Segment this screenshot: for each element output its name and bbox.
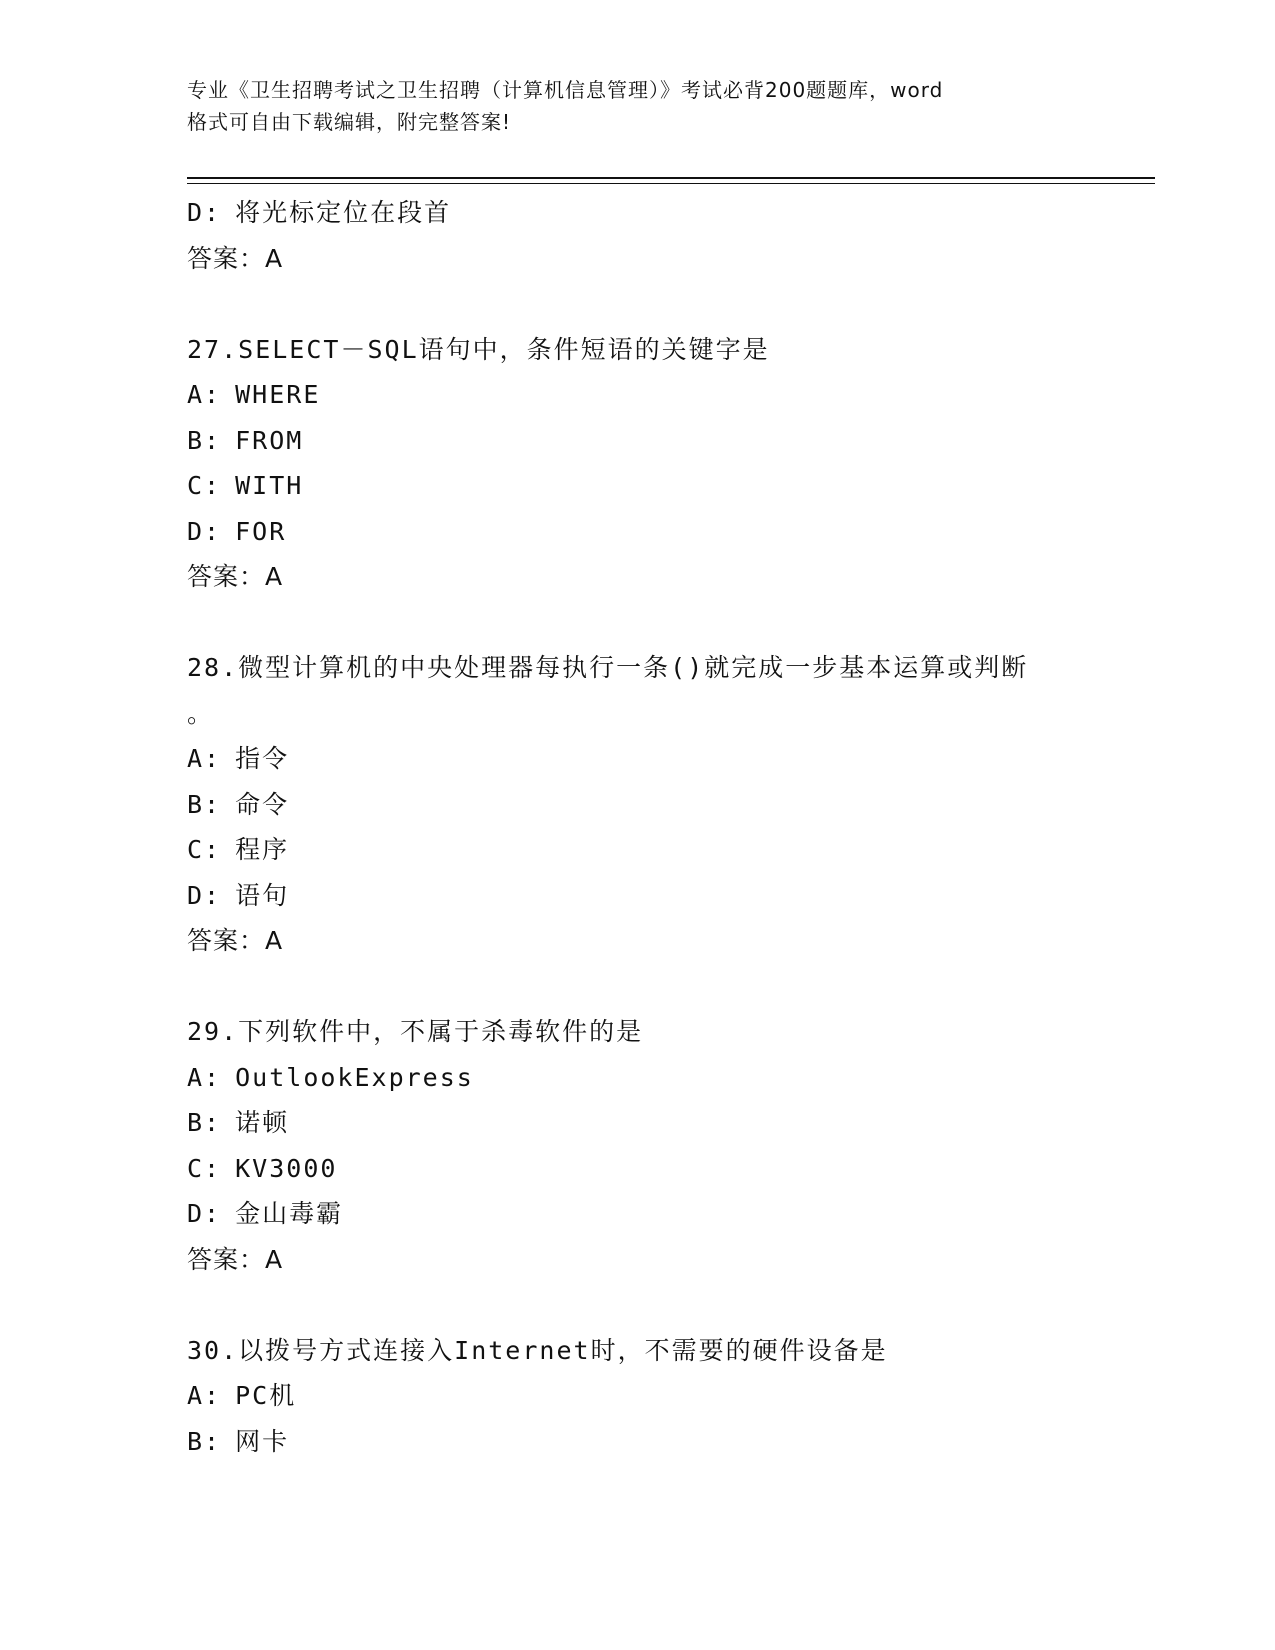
option-c [187,1146,1087,1192]
option-text: 将光标定位在段首 [235,198,452,227]
answer-line: 答案：A [187,562,284,591]
option-a [187,736,1087,782]
option-text: WITH [235,471,304,500]
question-stem: 28.微型计算机的中央处理器每执行一条()就完成一步基本运算或判断 [187,653,1029,682]
document-header [187,74,1087,138]
option-b [187,782,1087,828]
question-stem-continuation: 。 [187,698,213,728]
spacer [187,600,1087,646]
option-text: 金山毒霸 [235,1199,344,1228]
option-letter: B: [187,425,222,455]
option-letter: B: [187,789,222,819]
header-line-1: 专业《卫生招聘考试之卫生招聘（计算机信息管理）》考试必背200题题库，word [187,78,944,102]
option-letter: B: [187,1426,222,1456]
header-rule-thin [187,183,1155,184]
answer-line: 答案：A [187,1244,284,1274]
option-letter: A: [187,1381,222,1410]
option-text: 网卡 [235,1426,290,1456]
option-a [187,372,1087,418]
header-line-2: 格式可自由下载编辑，附完整答案! [187,110,512,134]
option-text: 命令 [235,789,290,819]
option-text: PC机 [235,1381,297,1410]
option-letter: B: [187,1108,222,1137]
option-letter: A: [187,744,222,773]
option-b [187,1100,1087,1146]
spacer [187,964,1087,1010]
option-c [187,827,1087,873]
option-letter: D: [187,1199,222,1228]
option-letter: D: [187,880,222,910]
option-letter: C: [187,835,222,864]
option-c [187,463,1087,509]
option-b [187,1419,1087,1465]
option-a [187,1373,1087,1419]
option-a [187,1055,1087,1101]
question-stem: 29.下列软件中，不属于杀毒软件的是 [187,1017,644,1046]
answer-line: 答案：A [187,243,284,273]
header-rule-thick [187,177,1155,179]
option-letter: C: [187,471,222,500]
option-text: 程序 [235,835,290,864]
option-d [187,1191,1087,1237]
option-d [187,873,1087,919]
option-text: KV3000 [235,1153,338,1183]
option-letter: A: [187,1062,222,1092]
spacer [187,1282,1087,1328]
option-d [187,190,1087,236]
option-text: 诺顿 [235,1108,290,1137]
option-letter: A: [187,380,222,409]
option-text: 指令 [235,744,290,773]
option-text: 语句 [235,880,290,910]
option-d [187,509,1087,555]
option-letter: D: [187,516,222,546]
option-letter: C: [187,1153,222,1183]
option-text: FROM [235,425,304,455]
option-b [187,418,1087,464]
answer-line: 答案：A [187,926,284,955]
option-text: FOR [235,516,287,546]
question-list [187,190,1087,1464]
question-stem: 30.以拨号方式连接入Internet时，不需要的硬件设备是 [187,1335,888,1365]
option-letter: D: [187,198,222,227]
question-stem: 27.SELECT－SQL语句中，条件短语的关键字是 [187,334,770,364]
option-text: OutlookExpress [235,1062,474,1092]
option-text: WHERE [235,380,321,409]
spacer [187,281,1087,327]
